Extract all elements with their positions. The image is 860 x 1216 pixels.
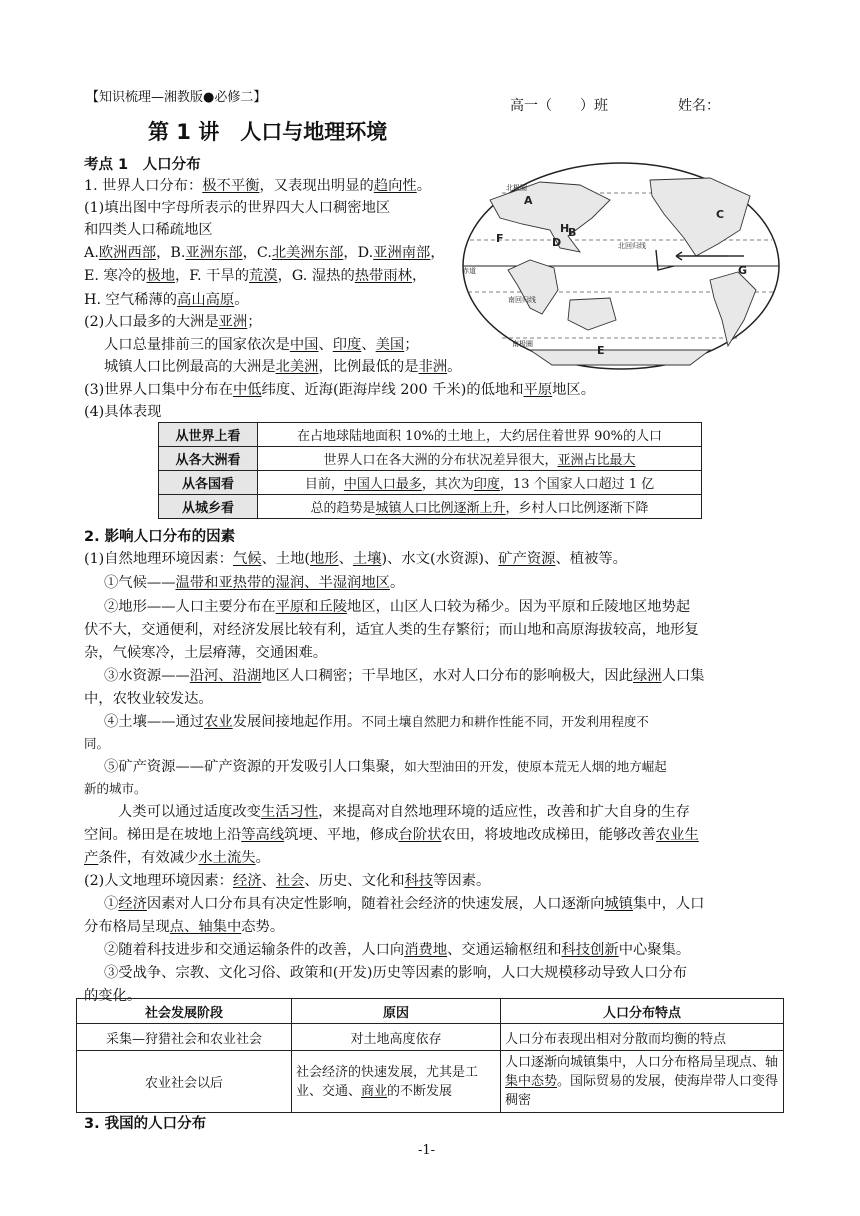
map-antarctic-circle: 南极圈 xyxy=(512,340,533,348)
section1-heading: 考点 1 人口分布 xyxy=(84,157,201,173)
world-population-map xyxy=(460,160,782,372)
q1-answers-2: E. 寒冷的极地，F. 干旱的荒漠，G. 湿热的热带雨林， xyxy=(84,268,427,284)
row2-feature: 人口逐渐向城镇集中，人口分布格局呈现点、轴集中态势。国际贸易的发展，使海岸带人口变得稠密 xyxy=(501,1051,784,1113)
s2-p2: ①气候——温带和亚热带的湿润、半湿润地区。 xyxy=(104,575,405,591)
header-tag: 【知识梳理—湘教版●必修二】 xyxy=(86,90,267,105)
map-label-e: E xyxy=(597,344,605,357)
map-equator: 赤道 xyxy=(462,267,476,275)
s2-p7-l2: 空间。梯田是在坡地上沿等高线筑埂、平地，修成台阶状农田，将坡地改成梯田，能够改善农业生 xyxy=(84,827,699,843)
q1-answers-3: H. 空气稀薄的高山高原。 xyxy=(84,292,249,308)
s2-p4-l2: 中，农牧业较发达。 xyxy=(84,691,213,707)
item1-line: 1. 世界人口分布：极不平衡，又表现出明显的趋向性。 xyxy=(84,178,432,194)
section2-heading: 2. 影响人口分布的因素 xyxy=(84,529,236,545)
map-tropic-north: 北回归线 xyxy=(618,242,646,250)
s2-p7-l1: 人类可以通过适度改变生活习性，来提高对自然地理环境的适应性，改善和扩大自身的生存 xyxy=(118,804,690,820)
header-stage: 社会发展阶段 xyxy=(77,999,292,1024)
q3-line: (3)世界人口集中分布在中低纬度、近海(距海岸线 200 千米)的低地和平原地区。 xyxy=(84,382,596,398)
map-label-g: G xyxy=(738,264,748,277)
s2-p5-l2: 同。 xyxy=(84,736,110,751)
q2-line1: (2)人口最多的大洲是亚洲； xyxy=(84,314,262,330)
table-row xyxy=(159,423,702,447)
s2-p3-l1: ②地形——人口主要分布在平原和丘陵地区，山区人口较为稀少。因为平原和丘陵地区地势起 xyxy=(104,599,691,615)
s2-p8: (2)人文地理环境因素：经济、社会、历史、文化和科技等因素。 xyxy=(84,873,491,889)
page-number: -1- xyxy=(418,1143,436,1158)
s2-p7-l3: 产条件，有效减少水土流失。 xyxy=(84,850,270,866)
row-body: 总的趋势是城镇人口比例逐渐上升，乡村人口比例逐渐下降 xyxy=(258,495,702,519)
map-label-b: B xyxy=(568,226,577,239)
section3-heading: 3. 我国的人口分布 xyxy=(84,1116,207,1132)
row-body: 世界人口在各大洲的分布状况差异很大，亚洲占比最大 xyxy=(258,447,702,471)
s2-p3-l3: 杂，气候寒冷，土层瘠薄，交通困难。 xyxy=(84,645,328,661)
development-table xyxy=(76,998,784,1113)
map-label-a: A xyxy=(524,194,533,207)
s2-p3-l2: 伏不大，交通便利，对经济发展比较有利，适宜人类的生存繁衍；而山地和高原海拔较高，地形复 xyxy=(84,622,699,638)
table-row xyxy=(159,447,702,471)
row1-feature: 人口分布表现出相对分散而均衡的特点 xyxy=(501,1024,784,1051)
row2-stage: 农业社会以后 xyxy=(77,1051,292,1113)
s2-p11-l1: ③受战争、宗教、文化习俗、政策和(开发)历史等因素的影响，人口大规模移动导致人口分布 xyxy=(104,965,688,981)
s2-p1: (1)自然地理环境因素：气候、土地(地形、土壤)、水文(水资源)、矿产资源、植被等。 xyxy=(84,551,627,567)
population-table xyxy=(158,422,702,519)
row-head: 从各国看 xyxy=(159,471,258,495)
table-row xyxy=(77,1024,784,1051)
s2-p5-l1: ④土壤——通过农业发展间接地起作用。不同土壤自然肥力和耕作性能不同，开发利用程度不 xyxy=(104,714,649,730)
s2-p9-l2: 分布格局呈现点、轴集中态势。 xyxy=(84,919,285,935)
row-head: 从城乡看 xyxy=(159,495,258,519)
class-info: 高一（ ）班 xyxy=(510,98,608,114)
s2-p10: ②随着科技进步和交通运输条件的改善，人口向消费地、交通运输枢纽和科技创新中心聚集。 xyxy=(104,942,691,958)
row-body: 在占地球陆地面积 10%的土地上，大约居住着世界 90%的人口 xyxy=(258,423,702,447)
table-row xyxy=(77,1051,784,1113)
map-arctic-circle: 北极圈 xyxy=(506,184,527,192)
row1-reason: 对土地高度依存 xyxy=(292,1024,501,1051)
s2-p6-l1: ⑤矿产资源——矿产资源的开发吸引人口集聚，如大型油田的开发，使原本荒无人烟的地方崛起 xyxy=(104,759,667,775)
q1-line2: 和四类人口稀疏地区 xyxy=(84,222,213,238)
name-label: 姓名： xyxy=(678,98,720,114)
map-label-h: H xyxy=(560,222,570,235)
page-title: 第 1 讲 人口与地理环境 xyxy=(148,120,388,144)
map-label-f: F xyxy=(496,232,504,245)
q2-line2: 人口总量排前三的国家依次是中国、印度、美国； xyxy=(104,337,419,353)
s2-p6-l2: 新的城市。 xyxy=(84,781,147,796)
table-header-row xyxy=(77,999,784,1024)
map-label-c: C xyxy=(716,208,725,221)
map-label-d: D xyxy=(552,236,562,249)
row-head: 从世界上看 xyxy=(159,423,258,447)
s2-p9-l1: ①经济因素对人口分布具有决定性影响，随着社会经济的快速发展，人口逐渐向城镇集中，人口 xyxy=(104,896,705,912)
table-row xyxy=(159,495,702,519)
header-reason: 原因 xyxy=(292,999,501,1024)
map-tropic-south: 南回归线 xyxy=(508,296,536,304)
table-row xyxy=(159,471,702,495)
q4-line: (4)具体表现 xyxy=(84,404,162,420)
header-feature: 人口分布特点 xyxy=(501,999,784,1024)
row-body: 目前，中国人口最多，其次为印度，13 个国家人口超过 1 亿 xyxy=(258,471,702,495)
q1-answers-1: A.欧洲西部，B.亚洲东部，C.北美洲东部，D.亚洲南部， xyxy=(84,245,445,261)
row1-stage: 采集—狩猎社会和农业社会 xyxy=(77,1024,292,1051)
q2-line3: 城镇人口比例最高的大洲是北美洲，比例最低的是非洲。 xyxy=(104,359,462,375)
row-head: 从各大洲看 xyxy=(159,447,258,471)
row2-reason: 社会经济的快速发展，尤其是工业、交通、商业的不断发展 xyxy=(292,1051,501,1113)
s2-p11-l2: 的变化。 xyxy=(84,988,142,1004)
q1-line1: (1)填出图中字母所表示的世界四大人口稠密地区 xyxy=(84,200,391,216)
s2-p4-l1: ③水资源——沿河、沿湖地区人口稠密；干旱地区，水对人口分布的影响极大，因此绿洲人口集 xyxy=(104,668,705,684)
